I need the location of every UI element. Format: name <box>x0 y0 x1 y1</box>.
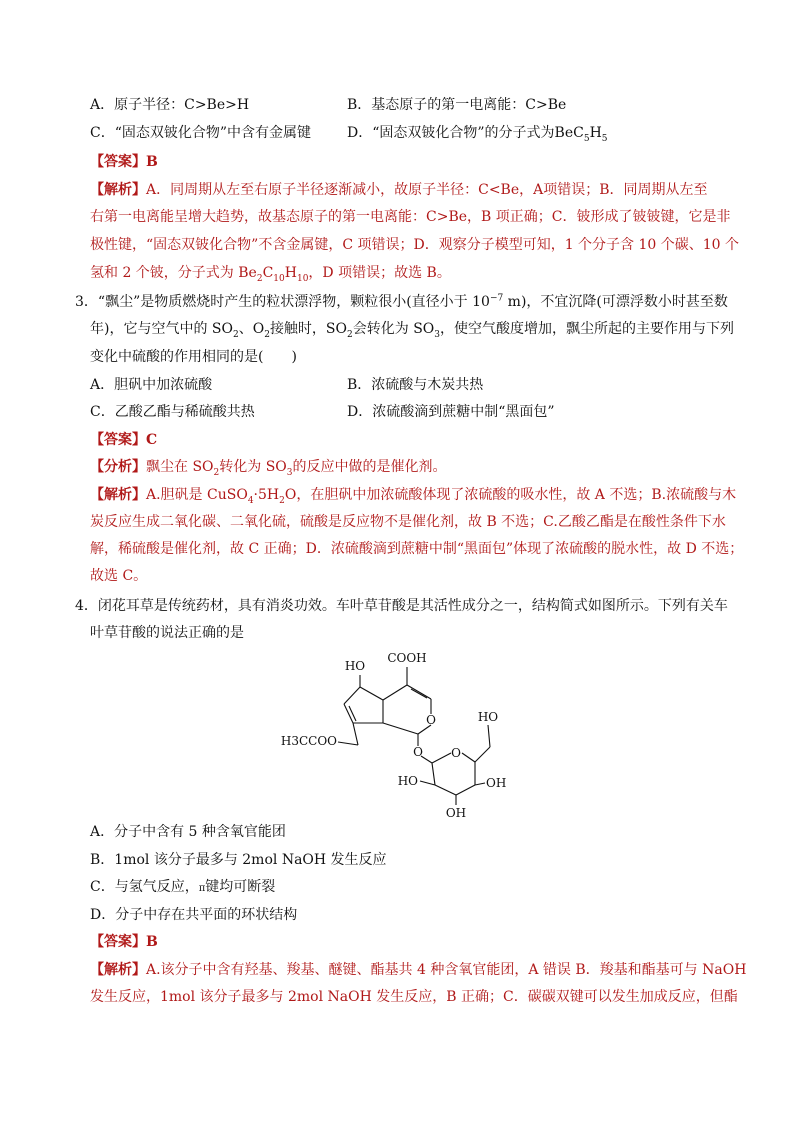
q3-explanation-line-3: 解，稀硫酸是催化剂，故 C 正确；D．浓硫酸滴到蔗糖中制“黑面包”体现了浓硫酸的脱水性，故 D 不选； <box>90 541 744 557</box>
ring-oxygen-label-2: O <box>451 746 461 760</box>
hydroxyl-label-ch2oh: HO <box>477 710 499 724</box>
carboxyl-label: COOH <box>387 651 427 665</box>
q4-explanation-line-2: 发生反应，1mol 该分子最多与 2mol NaOH 发生反应，B 正确；C．碳碳双键可以发生加成反应，但酯 <box>90 989 738 1005</box>
q3-option-a: A．胆矾中加浓硫酸 <box>90 377 213 393</box>
q2-explanation-line-2: 右第一电离能呈增大趋势，故基态原子的第一电离能：C>Be，B 项正确；C．铍形成了铍铍键，它是非 <box>90 209 731 225</box>
q3-option-c: C．乙酸乙酯与稀硫酸共热 <box>90 404 255 420</box>
hydroxyl-label-top: HO <box>344 659 366 673</box>
q3-explanation-line-1: 【解析】A.胆矾是 $CuSO_4\cdot 5H_2O$，在胆矾中加浓硫酸体现了浓硫酸的吸水性，故 A 不选；B.浓硫酸与木 <box>90 487 737 506</box>
q3-stem-line-3: 变化中硫酸的作用相同的是( ) <box>90 349 297 365</box>
hydroxyl-label-right: OH <box>486 776 507 790</box>
q2-answer: 【答案】B <box>90 154 158 170</box>
hydroxyl-label-left: HO <box>397 774 418 788</box>
q2-option-c: C．“固态双铍化合物”中含有金属键 <box>90 125 312 141</box>
q4-option-a: A．分子中含有 5 种含氧官能团 <box>90 824 286 840</box>
q4-stem-line-2: 叶草苷酸的说法正确的是 <box>90 625 244 641</box>
q4-option-c: C．与氢气反应，π键均可断裂 <box>90 879 276 895</box>
q3-explanation-line-4: 故选 C。 <box>90 568 148 584</box>
acetoxy-label: H3CCOO <box>280 734 337 748</box>
q2-explanation-line-3: 极性键，“固态双铍化合物”不含金属键，C 项错误；D．观察分子模型可知，1 个分子含 10 个碳、10 个 <box>90 237 740 253</box>
q2-option-a: A．原子半径：C>Be>H <box>90 97 250 113</box>
q2-explanation-line-4: 氢和 2 个铍，分子式为 $Be_2C_{10}H_{10}$，D 项错误；故选 B。 <box>90 265 451 284</box>
q3-stem-line-1: 3．“飘尘”是物质燃烧时产生的粒状漂浮物，颗粒很小(直径小于 $10^{-7}$ m)，不宜沉降(可漂浮数小时甚至数 <box>75 293 728 310</box>
q3-option-b: B．浓硫酸与木炭共热 <box>347 377 484 393</box>
q2-option-b: B．基态原子的第一电离能：C>Be <box>347 97 567 113</box>
q4-stem-line-1: 4．闭花耳草是传统药材，具有消炎功效。车叶草苷酸是其活性成分之一，结构简式如图所示。下列有关车 <box>75 598 728 614</box>
q3-option-d: D．浓硫酸滴到蔗糖中制“黑面包” <box>347 404 555 420</box>
ring-oxygen-label-1: O <box>426 713 436 727</box>
q3-analysis: 【分析】飘尘在 $SO_2$转化为 $SO_3$的反应中做的是催化剂。 <box>90 459 447 478</box>
structural-formula-diagram <box>280 645 530 820</box>
linking-oxygen-label: O <box>413 745 423 759</box>
q2-explanation-line-1: 【解析】A．同周期从左至右原子半径逐渐减小，故原子半径：C<Be，A项错误；B．同周期从左至 <box>90 182 708 198</box>
q4-answer: 【答案】B <box>90 934 158 950</box>
q4-option-d: D．分子中存在共平面的环状结构 <box>90 907 298 923</box>
q3-answer: 【答案】C <box>90 432 158 448</box>
hydroxyl-label-bottom: OH <box>445 806 467 820</box>
q4-explanation-line-1: 【解析】A.该分子中含有羟基、羧基、醚键、酯基共 4 种含氧官能团，A 错误 B．羧基和酯基可与 NaOH <box>90 962 747 978</box>
q4-option-b: B．1mol 该分子最多与 2mol NaOH 发生反应 <box>90 852 387 868</box>
q2-option-d: D．“固态双铍化合物”的分子式为$BeC_5H_5$ <box>347 125 608 144</box>
q3-stem-line-2: 年)，它与空气中的 $SO_2$、$O_2$接触时，$SO_2$会转化为 $SO_3$，使空气酸度增加，飘尘所起的主要作用与下列 <box>90 321 735 340</box>
q3-explanation-line-2: 炭反应生成二氧化碳、二氧化硫，硫酸是反应物不是催化剂，故 B 不选；C.乙酸乙酯是在酸性条件下水 <box>90 514 726 530</box>
